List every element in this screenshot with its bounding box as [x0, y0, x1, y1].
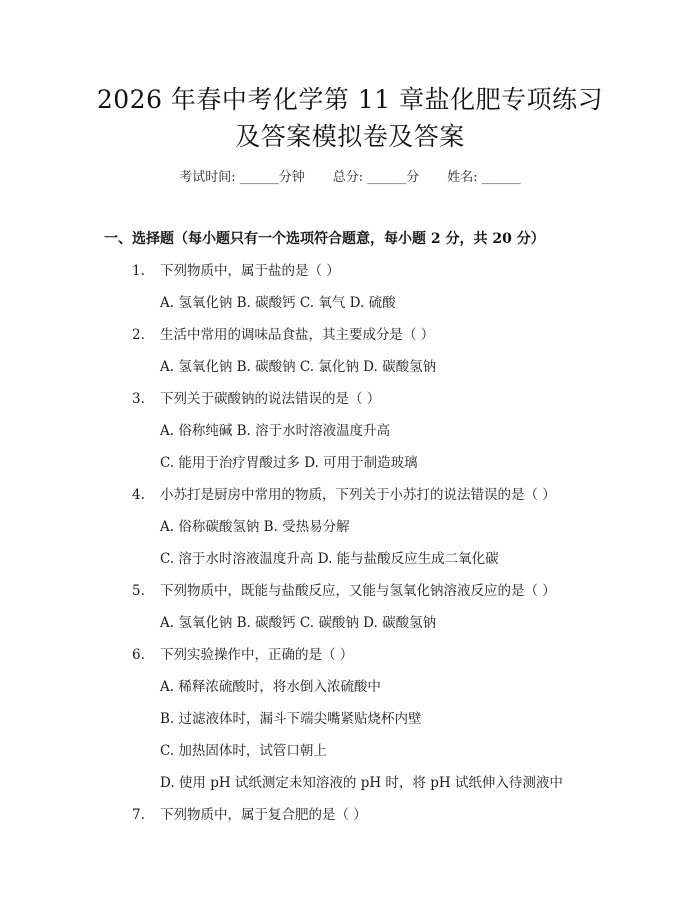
- question-text: 下列关于碳酸钠的说法错误的是（ ）: [160, 391, 381, 407]
- answer-options: A. 氢氧化钠 B. 碳酸钠 C. 氯化钠 D. 碳酸氢钠: [160, 359, 437, 375]
- total-score-field: 总分: ______分: [332, 170, 420, 185]
- question-number: 4.: [132, 487, 145, 503]
- document-title-line-1: 2026 年春中考化学第 11 章盐化肥专项练习: [96, 85, 604, 114]
- answer-options: C. 能用于治疗胃酸过多 D. 可用于制造玻璃: [160, 455, 418, 471]
- exam-time-field: 考试时间: ______分钟: [179, 170, 305, 185]
- answer-options: A. 氢氧化钠 B. 碳酸钙 C. 碳酸钠 D. 碳酸氢钠: [160, 615, 437, 631]
- exam-info-line: [0, 168, 700, 188]
- question-number: 2.: [132, 327, 145, 343]
- question-number: 1.: [132, 263, 145, 279]
- answer-option: C. 加热固体时，试管口朝上: [160, 743, 327, 759]
- question-text: 下列物质中，属于盐的是（ ）: [160, 263, 340, 279]
- question-text: 下列物质中，既能与盐酸反应，又能与氢氧化钠溶液反应的是（ ）: [160, 583, 556, 599]
- question-text: 下列物质中，属于复合肥的是（ ）: [160, 807, 367, 823]
- answer-option: A. 稀释浓硫酸时，将水倒入浓硫酸中: [160, 679, 381, 695]
- question-text: 生活中常用的调味品食盐，其主要成分是（ ）: [160, 327, 435, 343]
- answer-option: D. 使用 pH 试纸测定未知溶液的 pH 时，将 pH 试纸伸入待测液中: [160, 775, 563, 791]
- answer-options: A. 俗称碳酸氢钠 B. 受热易分解: [160, 519, 350, 535]
- answer-options: A. 氢氧化钠 B. 碳酸钙 C. 氧气 D. 硫酸: [160, 295, 396, 311]
- question-number: 7.: [132, 807, 145, 823]
- section-heading-multiple-choice: 一、选择题（每小题只有一个选项符合题意，每小题 2 分，共 20 分）: [104, 231, 545, 247]
- question-number: 3.: [132, 391, 145, 407]
- answer-options: A. 俗称纯碱 B. 溶于水时溶液温度升高: [160, 423, 391, 439]
- question-text: 下列实验操作中，正确的是（ ）: [160, 647, 354, 663]
- question-number: 6.: [132, 647, 145, 663]
- student-name-field: 姓名: ______: [447, 170, 521, 185]
- document-title-line-2: 及答案模拟卷及答案: [235, 122, 465, 151]
- answer-option: B. 过滤液体时，漏斗下端尖嘴紧贴烧杯内壁: [160, 711, 422, 727]
- question-text: 小苏打是厨房中常用的物质，下列关于小苏打的说法错误的是（ ）: [160, 487, 556, 503]
- answer-options: C. 溶于水时溶液温度升高 D. 能与盐酸反应生成二氧化碳: [160, 551, 499, 567]
- question-number: 5.: [132, 583, 145, 599]
